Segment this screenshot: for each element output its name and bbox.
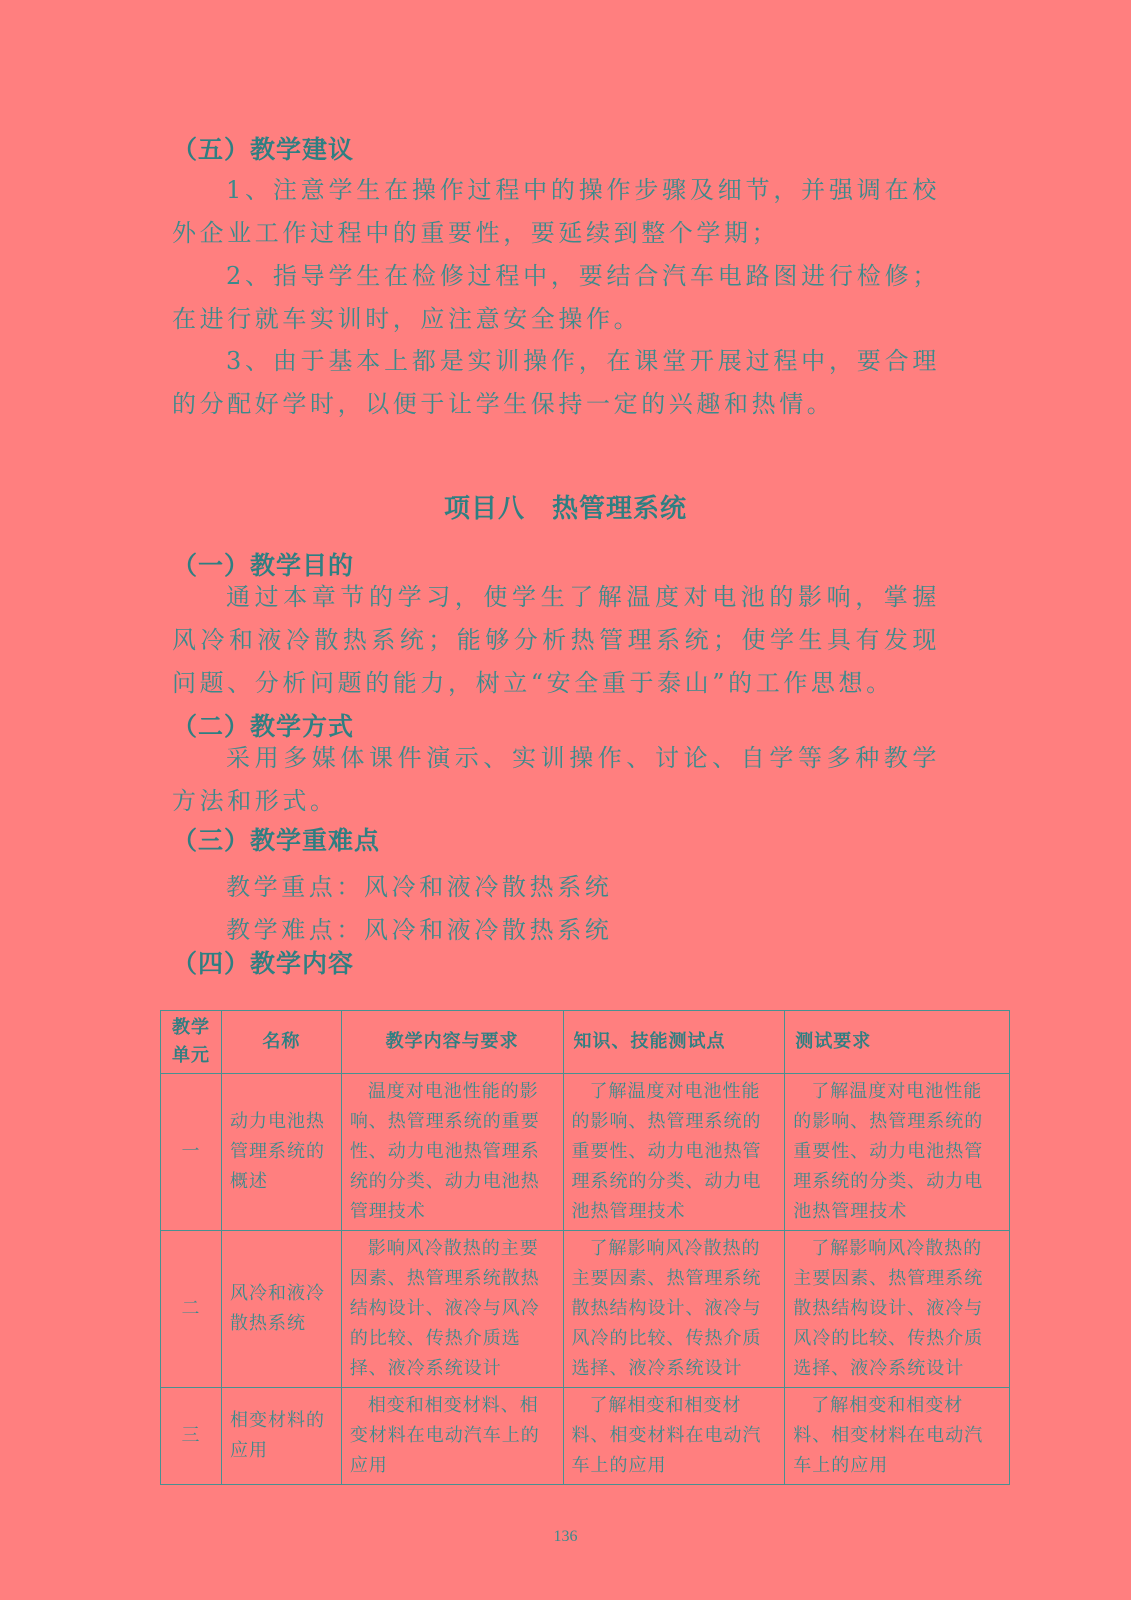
section-heading-teaching-method: （二）教学方式 <box>172 712 355 741</box>
table-row <box>161 1388 1010 1485</box>
section-heading-teaching-purpose: （一）教学目的 <box>172 551 355 580</box>
section-heading-teaching-content: （四）教学内容 <box>172 949 355 978</box>
cell-content: 温度对电池性能的影响、热管理系统的重要性、动力电池热管理系统的分类、动力电池热管理技术 <box>341 1074 563 1231</box>
cell-name: 动力电池热管理系统的概述 <box>221 1074 341 1231</box>
cell-unit: 三 <box>161 1388 222 1485</box>
header-unit: 教学单元 <box>161 1011 222 1074</box>
paragraph-suggestion-1: 1、注意学生在操作过程中的操作步骤及细节，并强调在校外企业工作过程中的重要性，要延续到整个学期； <box>172 176 940 247</box>
cell-content: 相变和相变材料、相变材料在电动汽车上的应用 <box>341 1388 563 1485</box>
paragraph-suggestion-3: 3、由于基本上都是实训操作，在课堂开展过程中，要合理的分配好学时，以便于让学生保持一定的兴趣和热情。 <box>172 347 940 418</box>
cell-unit: 二 <box>161 1231 222 1388</box>
cell-test-points: 了解温度对电池性能的影响、热管理系统的重要性、动力电池热管理系统的分类、动力电池热管理技术 <box>563 1074 785 1231</box>
header-name: 名称 <box>221 1011 341 1074</box>
cell-test-requirements: 了解影响风冷散热的主要因素、热管理系统散热结构设计、液冷与风冷的比较、传热介质选择、液冷系统设计 <box>785 1231 1010 1388</box>
cell-unit: 一 <box>161 1074 222 1231</box>
section-heading-teaching-suggestions: （五）教学建议 <box>172 135 355 164</box>
table-row <box>161 1231 1010 1388</box>
paragraph-teaching-purpose: 通过本章节的学习，使学生了解温度对电池的影响，掌握风冷和液冷散热系统；能够分析热管理系统；使学生具有发现问题、分析问题的能力，树立“安全重于泰山”的工作思想。 <box>172 583 940 697</box>
cell-test-requirements: 了解相变和相变材料、相变材料在电动汽车上的应用 <box>785 1388 1010 1485</box>
header-test-points: 知识、技能测试点 <box>563 1011 785 1074</box>
page-number: 136 <box>553 1528 578 1545</box>
cell-test-requirements: 了解温度对电池性能的影响、热管理系统的重要性、动力电池热管理系统的分类、动力电池热管理技术 <box>785 1074 1010 1231</box>
cell-test-points: 了解相变和相变材料、相变材料在电动汽车上的应用 <box>563 1388 785 1485</box>
header-content: 教学内容与要求 <box>341 1011 563 1074</box>
key-point-line: 教学重点：风冷和液冷散热系统 <box>226 873 613 901</box>
paragraph-suggestion-2: 2、指导学生在检修过程中，要结合汽车电路图进行检修；在进行就车实训时，应注意安全操作。 <box>172 262 940 333</box>
header-test-requirements: 测试要求 <box>785 1011 1010 1074</box>
table-header-row <box>161 1011 1010 1074</box>
cell-test-points: 了解影响风冷散热的主要因素、热管理系统散热结构设计、液冷与风冷的比较、传热介质选择、液冷系统设计 <box>563 1231 785 1388</box>
cell-name: 相变材料的应用 <box>221 1388 341 1485</box>
section-heading-key-points: （三）教学重难点 <box>172 826 381 855</box>
cell-name: 风冷和液冷散热系统 <box>221 1231 341 1388</box>
cell-content: 影响风冷散热的主要因素、热管理系统散热结构设计、液冷与风冷的比较、传热介质选择、液冷系统设计 <box>341 1231 563 1388</box>
difficult-point-line: 教学难点：风冷和液冷散热系统 <box>226 916 613 944</box>
paragraph-teaching-method: 采用多媒体课件演示、实训操作、讨论、自学等多种教学方法和形式。 <box>172 744 940 815</box>
table-row <box>161 1074 1010 1231</box>
project-title: 项目八 热管理系统 <box>443 494 687 524</box>
teaching-content-table <box>160 1010 1010 1485</box>
